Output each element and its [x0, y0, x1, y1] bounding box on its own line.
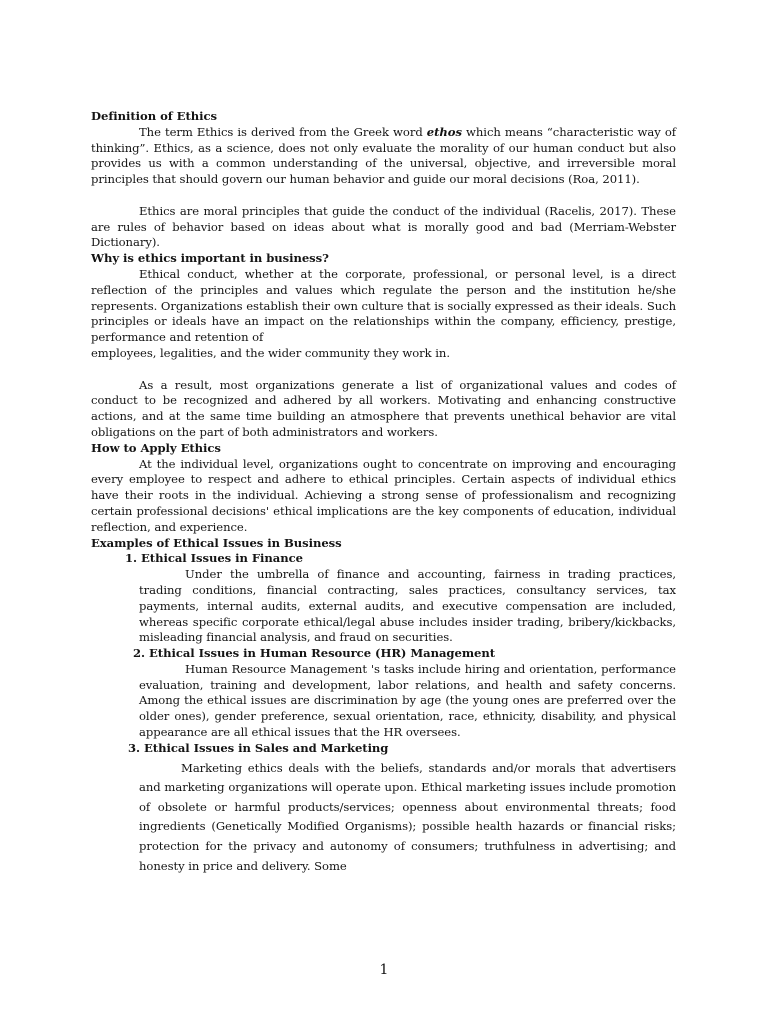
heading-definition-of-ethics: Definition of Ethics	[91, 109, 217, 123]
paragraph-ethical-conduct-continued: employees, legalities, and the wider community they work in.	[91, 345, 450, 360]
paragraph-moral-principles: Ethics are moral principles that guide the conduct of the individual (Racelis, 2017). These are rules of behavior based on ideas about what is morally good and bad (Merriam-Webster Dictionary).	[91, 203, 676, 250]
paragraph-individual-level: At the individual level, organizations ought to concentrate on improving and encouraging every employee to respect and adhere to ethical principles. Certain aspects of individual ethics have their roots in the individual. Achieving a strong sense of professionalism and recognizing certain professional decisions' ethical implications are the key components of education, individual reflection, and experience.	[91, 456, 676, 534]
page-number: 1	[379, 962, 389, 978]
paragraph-organizational-values: As a result, most organizations generate a list of organizational values and codes of conduct to be recognized and adhered by all workers. Motivating and enhancing constructive actions, and at the same time building an atmosphere that prevents unethical behavior are vital obligations on the part of both administrators and workers.	[91, 377, 676, 439]
emphasized-term-ethos: ethos	[426, 124, 462, 139]
paragraph-ethics-definition	[91, 125, 676, 188]
heading-examples-of-ethical-issues: Examples of Ethical Issues in Business	[91, 535, 342, 550]
paragraph-text: The term Ethics is derived from the Greek word	[139, 124, 427, 139]
paragraph-ethical-conduct: Ethical conduct, whether at the corporate, professional, or personal level, is a direct reflection of the principles and values which regulate the person and the institution he/she represents. Organizations establish their own culture that is socially expressed as their ideals. Such principles or ideals have an impact on the relationships within the company, efficiency, prestige, performance and retention of	[91, 266, 676, 345]
document-body	[91, 109, 676, 876]
list-item-body-finance: Under the umbrella of finance and accounting, fairness in trading practices, trading conditions, financial contracting, sales practices, consultancy services, tax payments, internal audits, external audits, and executive compensation are included, whereas specific corporate ethical/legal abuse includes insider trading, bribery/kickbacks, misleading financial analysis, and fraud on securities.	[139, 567, 676, 645]
paragraph-gap	[91, 362, 676, 378]
heading-why-ethics-important: Why is ethics important in business?	[91, 251, 329, 266]
paragraph-gap	[91, 188, 676, 204]
list-item-title-sales-marketing: 3. Ethical Issues in Sales and Marketing	[128, 740, 389, 755]
list-item-title-hr: 2. Ethical Issues in Human Resource (HR) Management	[133, 646, 496, 661]
list-item-title-finance: 1. Ethical Issues in Finance	[125, 551, 303, 566]
paragraph-text: which means “characteristic way of thinking”. Ethics, as a science, does not only evaluate the morality of our human conduct but also provides us with a common understanding of the universal, objective, and irreversible moral principles that should govern our human behavior and guide our moral decisions (Roa, 2011).	[91, 124, 676, 187]
list-item-body-hr: Human Resource Management 's tasks include hiring and orientation, performance evaluation, training and development, labor relations, and health and safety concerns. Among the ethical issues are discrimination by age (the young ones are preferred over the older ones), gender preference, sexual orientation, race, ethnicity, disability, and physical appearance are all ethical issues that the HR oversees.	[139, 661, 676, 740]
list-item-body-sales-marketing: Marketing ethics deals with the beliefs, standards and/or morals that advertisers and marketing organizations will operate upon. Ethical marketing issues include promotion of obsolete or harmful products/services; openness about environmental threats; food ingredients (Genetically Modified Organisms); possible health hazards or financial risks; protection for the privacy and autonomy of consumers; truthfulness in advertising; and honesty in price and delivery. Some	[139, 760, 676, 873]
heading-how-to-apply-ethics: How to Apply Ethics	[91, 440, 221, 455]
